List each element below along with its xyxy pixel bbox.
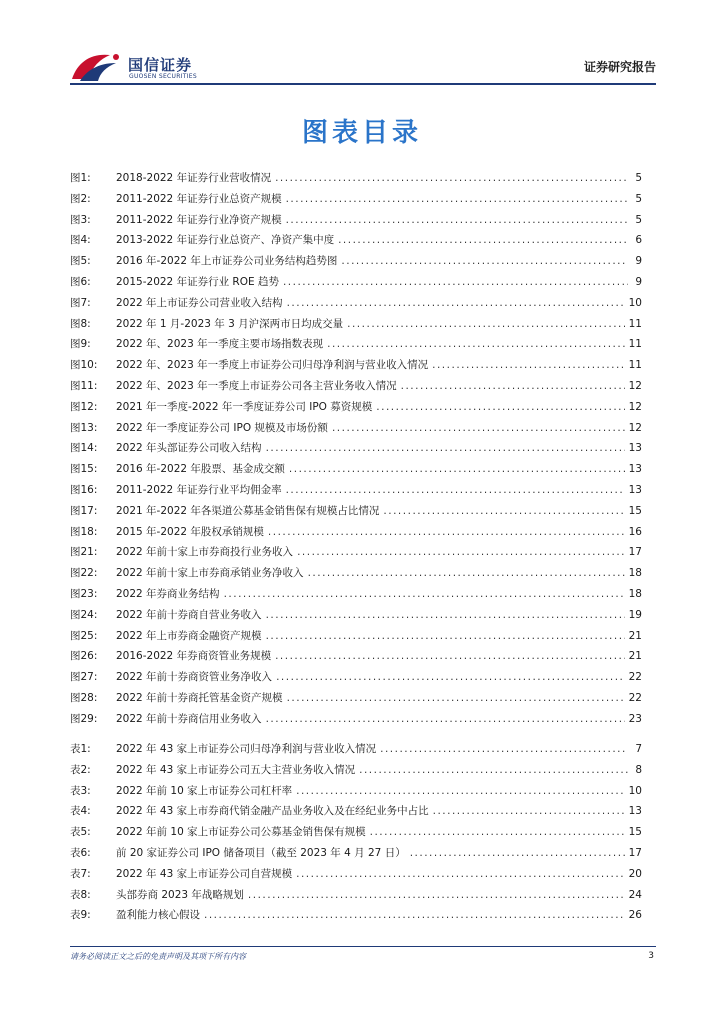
table-entry[interactable] xyxy=(70,783,642,804)
figure-entry[interactable] xyxy=(70,170,642,191)
entry-label: 表9: xyxy=(70,909,91,922)
leader-dots xyxy=(383,505,624,517)
entry-label: 图16: xyxy=(70,483,98,496)
entry-label: 图26: xyxy=(70,650,98,663)
entry-page: 13 xyxy=(628,463,642,476)
entry-title: 2016-2022 年券商资管业务规模 xyxy=(116,650,272,663)
entry-title: 2022 年前十家上市券商承销业务净收入 xyxy=(116,567,304,580)
entry-page: 21 xyxy=(628,650,642,663)
entry-page: 10 xyxy=(628,784,642,797)
entry-label: 图18: xyxy=(70,525,98,538)
figure-entry[interactable] xyxy=(70,378,642,399)
leader-dots xyxy=(327,338,625,350)
entry-label: 表1: xyxy=(70,743,91,755)
leader-dots xyxy=(410,847,625,859)
entry-label: 图14: xyxy=(70,442,98,455)
page-title: 图表目录 xyxy=(301,118,422,148)
entry-page: 26 xyxy=(628,909,642,922)
entry-label: 表4: xyxy=(70,805,91,818)
footer-divider xyxy=(70,946,656,947)
leader-dots xyxy=(347,318,625,330)
entry-label: 表7: xyxy=(70,867,91,880)
entry-label: 表6: xyxy=(70,846,91,859)
figure-entry[interactable] xyxy=(70,316,642,337)
entry-title: 2022 年 43 家上市券商代销金融产品业务收入及在经纪业务中占比 xyxy=(116,805,429,818)
entry-label: 图6: xyxy=(70,275,91,288)
entry-page: 9 xyxy=(635,275,642,288)
leader-dots xyxy=(266,713,625,725)
figure-entry[interactable] xyxy=(70,503,642,524)
entry-title: 2022 年、2023 年一季度上市证券公司各主营业务收入情况 xyxy=(116,379,397,392)
entry-title: 2022 年前十券商自营业务收入 xyxy=(116,608,262,621)
leader-dots xyxy=(432,359,625,371)
figure-entry[interactable] xyxy=(70,336,642,357)
leader-dots xyxy=(287,297,625,309)
entry-page: 23 xyxy=(628,712,642,725)
entry-title: 2022 年前十券商托管基金资产规模 xyxy=(116,691,283,704)
page-header xyxy=(70,48,656,88)
entry-title: 2022 年 43 家上市证券公司自营规模 xyxy=(116,867,293,880)
entry-page: 21 xyxy=(628,629,642,642)
entry-page: 17 xyxy=(628,546,642,559)
figure-entry[interactable] xyxy=(70,482,642,503)
entry-title: 2022 年 1 月-2023 年 3 月沪深两市日均成交量 xyxy=(116,317,344,330)
entry-label: 表5: xyxy=(70,826,91,839)
entry-label: 图13: xyxy=(70,421,98,434)
entry-page: 13 xyxy=(628,805,642,818)
entry-title: 2011-2022 年证券行业净资产规模 xyxy=(116,213,282,226)
entry-label: 图4: xyxy=(70,234,91,247)
figure-entry[interactable] xyxy=(70,524,642,545)
leader-dots xyxy=(275,172,628,184)
leader-dots xyxy=(266,609,625,621)
entry-label: 图29: xyxy=(70,712,98,725)
entry-page: 18 xyxy=(628,567,642,580)
leader-dots xyxy=(286,484,625,496)
entry-page: 12 xyxy=(628,400,642,413)
entry-label: 图25: xyxy=(70,629,98,642)
leader-dots xyxy=(332,422,625,434)
table-entry[interactable] xyxy=(70,824,642,845)
figure-entry[interactable] xyxy=(70,586,642,607)
entry-title: 前 20 家证券公司 IPO 储备项目（截至 2023 年 4 月 27 日） xyxy=(116,846,406,859)
entry-title: 2022 年前十家上市券商投行业务收入 xyxy=(116,546,294,559)
entry-page: 6 xyxy=(635,234,642,247)
figure-entry[interactable] xyxy=(70,690,642,711)
entry-title: 2022 年前 10 家上市证券公司公募基金销售保有规模 xyxy=(116,826,366,839)
figure-entry[interactable] xyxy=(70,212,642,233)
leader-dots xyxy=(308,567,625,579)
entry-page: 15 xyxy=(628,826,642,839)
figure-entry[interactable] xyxy=(70,565,642,586)
entry-page: 12 xyxy=(628,379,642,392)
entry-title: 2022 年一季度证券公司 IPO 规模及市场份额 xyxy=(116,421,328,434)
leader-dots xyxy=(401,380,625,392)
entry-title: 2011-2022 年证券行业平均佣金率 xyxy=(116,483,282,496)
entry-title: 2022 年头部证券公司收入结构 xyxy=(116,442,262,455)
entry-title: 2018-2022 年证券行业营收情况 xyxy=(116,172,272,184)
leader-dots xyxy=(283,276,628,288)
entry-title: 2022 年 43 家上市证券公司五大主营业务收入情况 xyxy=(116,763,356,776)
figure-entry[interactable] xyxy=(70,440,642,461)
entry-page: 11 xyxy=(628,338,642,351)
table-list xyxy=(70,741,642,928)
figure-entry[interactable] xyxy=(70,253,642,274)
entry-title: 2022 年前十券商资管业务净收入 xyxy=(116,671,273,684)
entry-label: 图23: xyxy=(70,587,98,600)
guosen-logo-icon xyxy=(70,51,126,85)
table-entry[interactable] xyxy=(70,845,642,866)
entry-label: 图9: xyxy=(70,338,91,351)
entry-label: 图1: xyxy=(70,172,91,184)
entry-page: 9 xyxy=(635,255,642,268)
page-number: 3 xyxy=(648,951,654,961)
entry-title: 2016 年-2022 年上市证券公司业务结构趋势图 xyxy=(116,255,338,268)
entry-page: 17 xyxy=(628,846,642,859)
figure-list xyxy=(70,170,642,732)
entry-page: 5 xyxy=(635,172,642,184)
entry-title: 2022 年上市证券公司营业收入结构 xyxy=(116,296,283,309)
leader-dots xyxy=(266,442,625,454)
figure-entry[interactable] xyxy=(70,191,642,212)
disclaimer-text: 请务必阅读正文之后的免责声明及其项下所有内容 xyxy=(70,952,246,961)
entry-page: 7 xyxy=(635,743,642,755)
header-divider xyxy=(70,83,656,85)
leader-dots xyxy=(204,909,625,921)
entry-label: 表8: xyxy=(70,888,91,901)
entry-title: 2011-2022 年证券行业总资产规模 xyxy=(116,192,282,205)
entry-label: 图11: xyxy=(70,379,98,392)
table-entry[interactable] xyxy=(70,762,642,783)
table-entry[interactable] xyxy=(70,803,642,824)
entry-title: 2013-2022 年证券行业总资产、净资产集中度 xyxy=(116,234,335,247)
entry-title: 盈利能力核心假设 xyxy=(116,909,200,922)
entry-label: 图15: xyxy=(70,463,98,476)
entry-title: 2016 年-2022 年股票、基金成交额 xyxy=(116,463,285,476)
leader-dots xyxy=(266,630,625,642)
leader-dots xyxy=(268,526,625,538)
leader-dots xyxy=(276,671,625,683)
entry-title: 头部券商 2023 年战略规划 xyxy=(116,888,244,901)
entry-label: 图7: xyxy=(70,296,91,309)
figure-entry[interactable] xyxy=(70,648,642,669)
entry-page: 10 xyxy=(628,296,642,309)
entry-page: 15 xyxy=(628,504,642,517)
leader-dots xyxy=(289,463,625,475)
figure-entry[interactable] xyxy=(70,711,642,732)
entry-page: 13 xyxy=(628,442,642,455)
entry-page: 11 xyxy=(628,317,642,330)
entry-label: 图17: xyxy=(70,504,98,517)
entry-title: 2015 年-2022 年股权承销规模 xyxy=(116,525,264,538)
leader-dots xyxy=(359,764,628,776)
figure-entry[interactable] xyxy=(70,357,642,378)
figure-entry[interactable] xyxy=(70,420,642,441)
entry-label: 图12: xyxy=(70,400,98,413)
table-entry[interactable] xyxy=(70,866,642,887)
leader-dots xyxy=(286,214,628,226)
leader-dots xyxy=(224,588,625,600)
figure-entry[interactable] xyxy=(70,295,642,316)
entry-page: 20 xyxy=(628,867,642,880)
entry-title: 2021 年一季度-2022 年一季度证券公司 IPO 募资规模 xyxy=(116,400,373,413)
entry-title: 2022 年前 10 家上市证券公司杠杆率 xyxy=(116,784,293,797)
entry-page: 22 xyxy=(628,671,642,684)
leader-dots xyxy=(287,692,625,704)
entry-page: 8 xyxy=(635,763,642,776)
entry-title: 2015-2022 年证券行业 ROE 趋势 xyxy=(116,275,279,288)
figure-entry[interactable] xyxy=(70,544,642,565)
entry-label: 图21: xyxy=(70,546,98,559)
entry-label: 图10: xyxy=(70,359,98,372)
entry-label: 图3: xyxy=(70,213,91,226)
leader-dots xyxy=(296,785,625,797)
entry-title: 2022 年、2023 年一季度主要市场指数表现 xyxy=(116,338,324,351)
leader-dots xyxy=(297,546,625,558)
leader-dots xyxy=(341,255,628,267)
leader-dots xyxy=(370,826,625,838)
leader-dots xyxy=(380,743,628,755)
leader-dots xyxy=(286,193,628,205)
figure-entry[interactable] xyxy=(70,274,642,295)
leader-dots xyxy=(248,889,625,901)
entry-page: 11 xyxy=(628,359,642,372)
entry-title: 2022 年 43 家上市证券公司归母净利润与营业收入情况 xyxy=(116,743,377,755)
entry-title: 2022 年上市券商金融资产规模 xyxy=(116,629,262,642)
leader-dots xyxy=(338,234,628,246)
entry-page: 19 xyxy=(628,608,642,621)
entry-title: 2022 年前十券商信用业务收入 xyxy=(116,712,262,725)
entry-label: 图22: xyxy=(70,567,98,580)
entry-page: 13 xyxy=(628,483,642,496)
figure-entry[interactable] xyxy=(70,669,642,690)
report-type-label: 证券研究报告 xyxy=(583,60,656,74)
figure-entry[interactable] xyxy=(70,461,642,482)
entry-label: 图5: xyxy=(70,255,91,268)
table-entry[interactable] xyxy=(70,741,642,762)
entry-page: 12 xyxy=(628,421,642,434)
table-entry[interactable] xyxy=(70,887,642,908)
entry-page: 22 xyxy=(628,691,642,704)
entry-label: 图2: xyxy=(70,192,91,205)
figure-entry[interactable] xyxy=(70,628,642,649)
figure-entry[interactable] xyxy=(70,607,642,628)
entry-page: 5 xyxy=(635,213,642,226)
entry-label: 图8: xyxy=(70,317,91,330)
entry-title: 2022 年券商业务结构 xyxy=(116,587,220,600)
leader-dots xyxy=(376,401,624,413)
leader-dots xyxy=(296,868,625,880)
entry-title: 2021 年-2022 年各渠道公募基金销售保有规模占比情况 xyxy=(116,504,380,517)
entry-page: 24 xyxy=(628,888,642,901)
entry-label: 表2: xyxy=(70,763,91,776)
entry-page: 16 xyxy=(628,525,642,538)
table-entry[interactable] xyxy=(70,907,642,928)
leader-dots xyxy=(433,805,625,817)
brand-name-english: GUOSEN SECURITIES xyxy=(129,73,198,80)
figure-entry[interactable] xyxy=(70,399,642,420)
entry-page: 18 xyxy=(628,587,642,600)
entry-label: 表3: xyxy=(70,784,91,797)
entry-label: 图24: xyxy=(70,608,98,621)
brand-name: 国信证券 xyxy=(128,56,193,74)
entry-page: 5 xyxy=(635,192,642,205)
entry-label: 图27: xyxy=(70,671,98,684)
entry-title: 2022 年、2023 年一季度上市证券公司归母净利润与营业收入情况 xyxy=(116,359,429,372)
leader-dots xyxy=(275,650,625,662)
figure-entry[interactable] xyxy=(70,232,642,253)
entry-label: 图28: xyxy=(70,691,98,704)
